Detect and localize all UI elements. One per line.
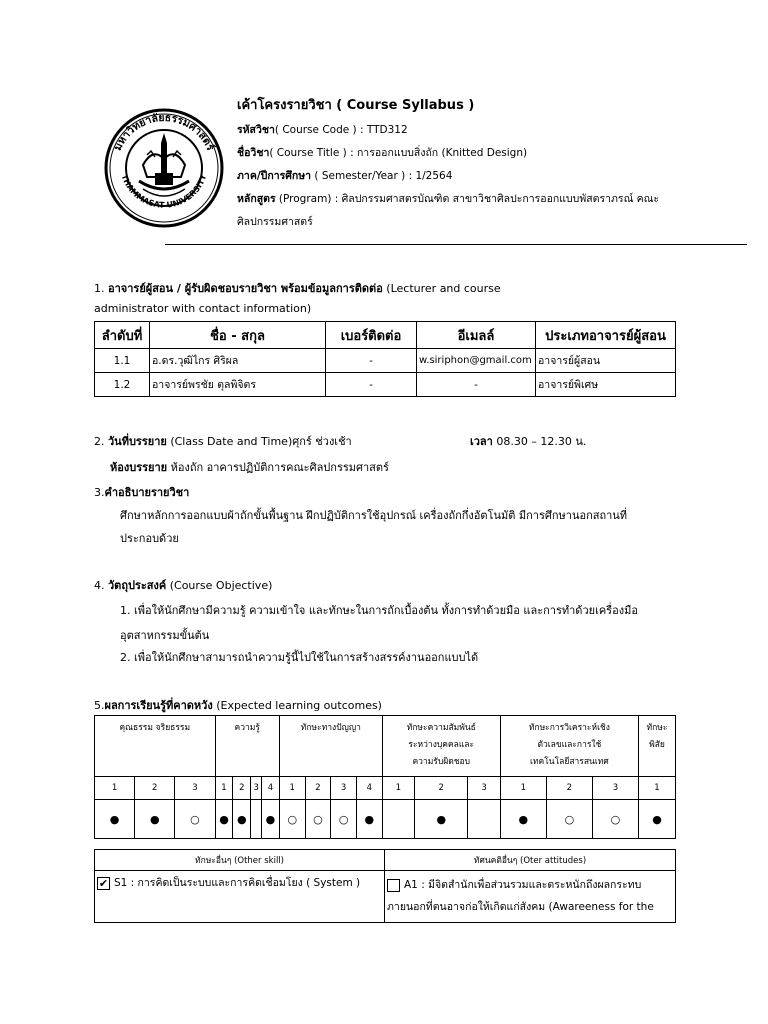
outcome-mark: ● <box>415 800 468 839</box>
class-room: ห้องบรรยาย ห้องถัก อาคารปฏิบัติการคณะศิลปกรรมศาสตร์ <box>110 461 389 474</box>
outcome-mark: ● <box>233 800 251 839</box>
group-knowledge: ความรู้ <box>215 716 279 777</box>
group-ethics: คุณธรรม จริยธรรม <box>95 716 216 777</box>
outcome-mark: ● <box>135 800 175 839</box>
attitude-a1-text-cont: ภายนอกที่ตนอาจก่อให้เกิดแก่สังคม (Awareeness for the <box>387 901 654 913</box>
section5-heading: 5.ผลการเรียนรู้ที่คาดหวัง (Expected learning outcomes) <box>94 699 382 712</box>
course-code-value: TTD312 <box>366 124 408 136</box>
other-skill-header: ทักษะอื่นๆ (Other skill) <box>95 850 385 871</box>
class-time: เวลา 08.30 – 12.30 น. <box>470 435 587 448</box>
program-line: หลักสูตร (Program) : ศิลปกรรมศาสตรบัณฑิต สาขาวิชาศิลปะการออกแบบพัสตราภรณ์ คณะ <box>237 193 660 205</box>
objective-1: 1. เพื่อให้นักศึกษามีความรู้ ความเข้าใจ และทักษะในการถักเบื้องต้น ทั้งการทำด้วยมือ และการทำด้วยเครื่องมือ <box>120 604 638 617</box>
outcome-mark: ○ <box>546 800 592 839</box>
attitude-a1-cell <box>385 871 676 923</box>
course-description-line1: ศึกษาหลักการออกแบบผ้าถักขั้นพื้นฐาน ฝึกปฏิบัติการใช้อุปกรณ์ เครื่องถักกึ่งอัตโนมัติ มีการศึกษานอกสถานที่ <box>120 509 628 522</box>
table-header-row <box>95 322 676 349</box>
semester-value: 1/2564 <box>415 170 453 182</box>
a1-checkbox-unchecked[interactable] <box>387 879 400 892</box>
column-header-no: ลำดับที่ <box>95 322 150 349</box>
group-interpersonal: ทักษะความสัมพันธ์ ระหว่างบุคคลและ ความรับผิดชอบ <box>382 716 500 777</box>
objective-2: 2. เพื่อให้นักศึกษาสามารถนำความรู้นี้ไปใช้ในการสร้างสรรค์งานออกแบบได้ <box>120 651 479 664</box>
column-header-phone: เบอร์ติดต่อ <box>326 322 417 349</box>
outcome-mark: ○ <box>592 800 638 839</box>
course-title-value: การออกแบบสิ่งถัก (Knitted Design) <box>356 147 528 159</box>
lecturer-table <box>94 321 676 397</box>
section1-heading-2: administrator with contact information) <box>94 302 312 315</box>
outcome-group-row <box>95 716 676 777</box>
outcome-mark: ○ <box>331 800 357 839</box>
course-title-line: ชื่อวิชา( Course Title ) : การออกแบบสิ่งถัก (Knitted Design) <box>237 147 528 159</box>
header-divider <box>165 244 747 245</box>
outcome-mark <box>382 800 414 839</box>
course-code-line: รหัสวิชา( Course Code ) : TTD312 <box>237 124 408 136</box>
section4-heading: 4. วัตถุประสงค์ (Course Objective) <box>94 579 273 592</box>
outcome-mark: ○ <box>175 800 215 839</box>
other-attitude-header: ทัศนคติอื่นๆ (Oter attitudes) <box>385 850 676 871</box>
section3-heading: 3.คำอธิบายรายวิชา <box>94 486 190 499</box>
skill-s1-cell <box>95 871 385 923</box>
outcome-number-row: 1 2 3 1 2 3 4 1 2 3 4 1 2 3 1 2 3 1 <box>95 777 676 800</box>
seal-text-bottom: THAMMASAT UNIVERSITY <box>119 173 209 210</box>
outcome-mark: ● <box>262 800 280 839</box>
group-numerical: ทักษะการวิเคราะห์เชิง ตัวเลขและการใช้ เทคโนโลยีสารสนเทศ <box>500 716 638 777</box>
university-seal-logo <box>103 107 225 229</box>
outcome-mark: ● <box>95 800 135 839</box>
outcome-mark <box>468 800 500 839</box>
learning-outcomes-table <box>94 715 676 839</box>
column-header-type: ประเภทอาจารย์ผู้สอน <box>536 322 676 349</box>
attitude-a1-text: A1 : มีจิตสำนักเพื่อส่วนรวมและตระหนักถึงผลกระทบ <box>404 879 642 891</box>
s1-checkbox-checked[interactable]: ✔ <box>98 876 109 890</box>
section1-heading: 1. อาจารย์ผู้สอน / ผู้รับผิดชอบรายวิชา พร้อมข้อมูลการติดต่อ (Lecturer and course <box>94 282 501 295</box>
outcome-mark: ● <box>500 800 546 839</box>
seal-text-top: มหาวิทยาลัยธรรมศาสตร์ <box>111 111 217 153</box>
document-title: เค้าโครงรายวิชา ( Course Syllabus ) <box>237 98 475 113</box>
program-line-2: ศิลปกรรมศาสตร์ <box>237 216 313 228</box>
objective-1-cont: อุตสาหกรรมขั้นต้น <box>120 629 210 642</box>
course-description-line2: ประกอบด้วย <box>120 532 179 545</box>
table-row: 1.2 อาจารย์พรชัย ตุลพิจิตร - - อาจารย์พิเศษ <box>95 373 676 397</box>
column-header-email: อีเมลล์ <box>417 322 536 349</box>
group-intellectual: ทักษะทางปัญญา <box>279 716 382 777</box>
email-cell: w.siriphon@gmail.com <box>417 349 536 373</box>
outcome-mark-row <box>95 800 676 839</box>
column-header-name: ชื่อ - สกุล <box>150 322 326 349</box>
skill-s1-text: S1 : การคิดเป็นระบบและการคิดเชื่อมโยง ( System ) <box>114 877 361 889</box>
outcome-mark: ○ <box>305 800 331 839</box>
class-day: ศุกร์ ช่วงเช้า <box>292 435 352 448</box>
outcome-mark: ○ <box>279 800 305 839</box>
outcome-mark: ● <box>215 800 233 839</box>
section2-heading: 2. วันที่บรรยาย (Class Date and Time)ศุกร์ ช่วงเช้า <box>94 435 352 448</box>
outcome-mark: ● <box>638 800 675 839</box>
semester-line: ภาค/ปีการศึกษา ( Semester/Year ) : 1/2564 <box>237 170 453 182</box>
group-psychomotor: ทักษะ พิสัย <box>638 716 675 777</box>
outcome-mark: ● <box>356 800 382 839</box>
table-row: 1.1 อ.ดร.วุฒิไกร ศิริผล - w.siriphon@gmail.com อาจารย์ผู้สอน <box>95 349 676 373</box>
outcome-mark <box>251 800 262 839</box>
other-skills-table <box>94 849 676 923</box>
